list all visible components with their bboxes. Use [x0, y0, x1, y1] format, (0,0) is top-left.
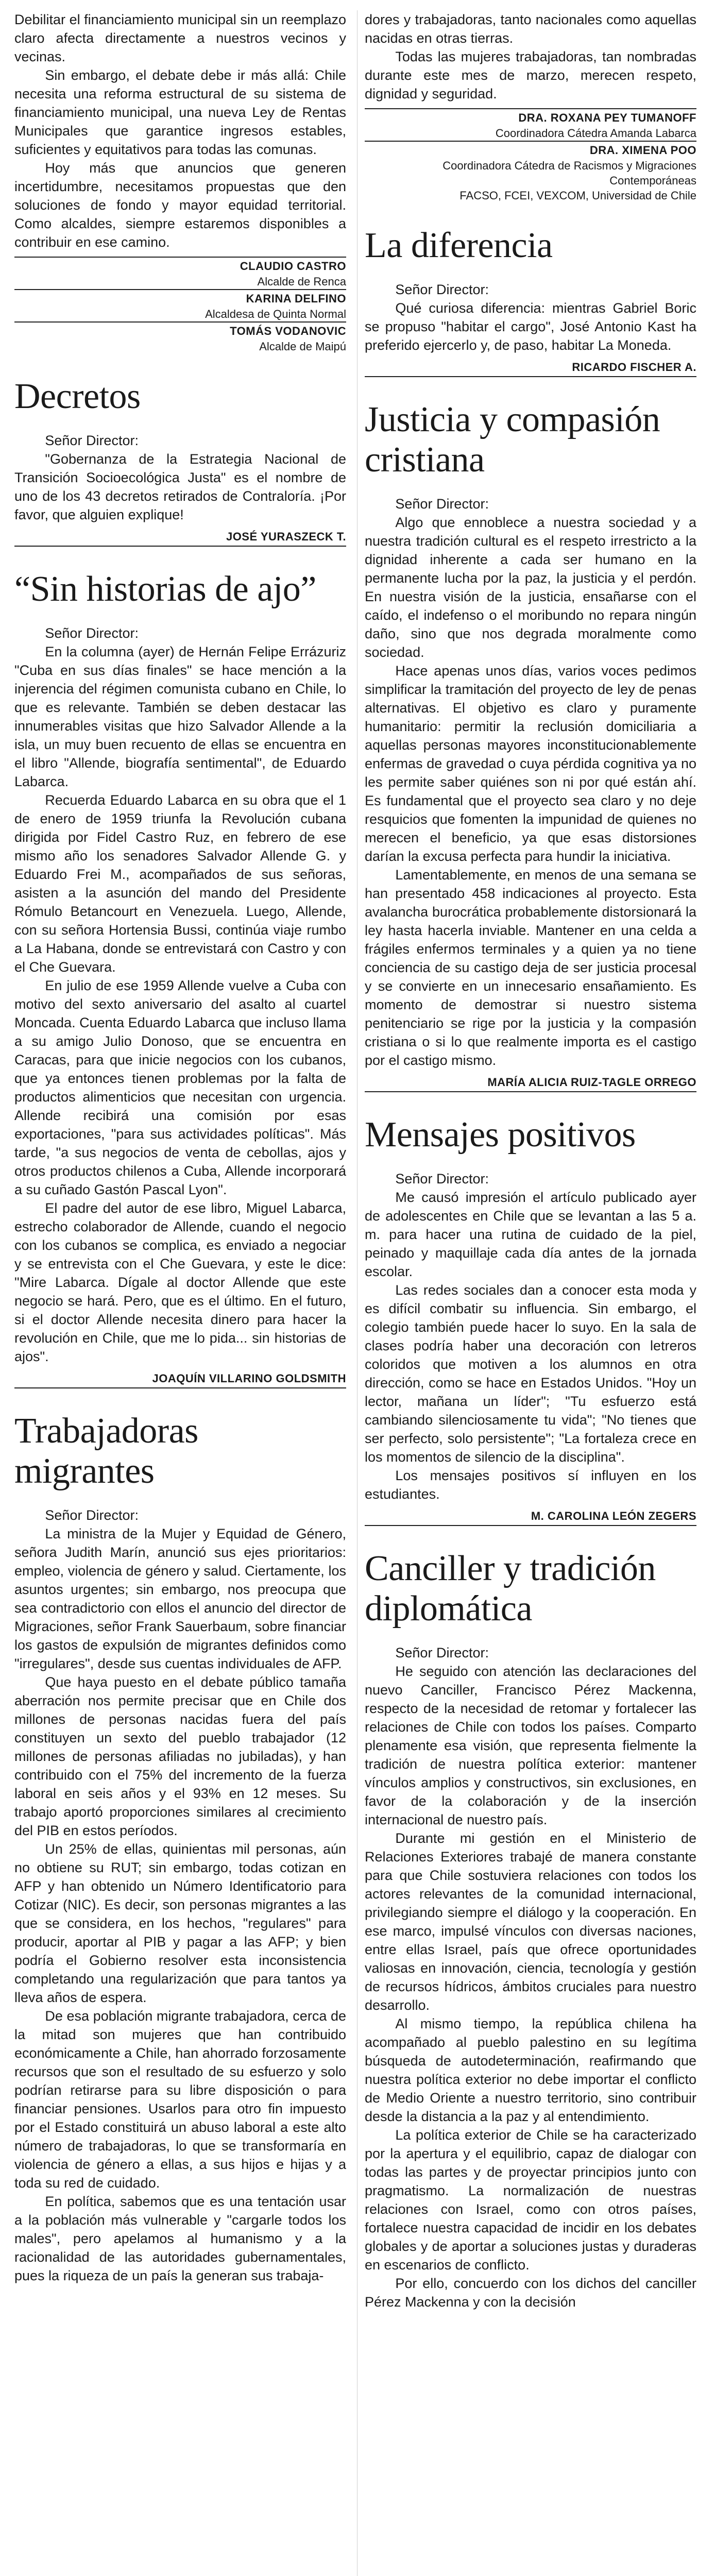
letter-paragraph: En política, sabemos que es una tentación usar a la población más vulnerable y "cargarle todos los males", pero apelamos al humanismo y a la racionalidad de las autoridades gubernamentales, pues la riqueza de un país la generan sus trabaja- [14, 2194, 346, 2283]
right-column [365, 10, 696, 2576]
letter-paragraph: Durante mi gestión en el Ministerio de Relaciones Exteriores trabajé de manera constante para que Chile sostuviera relaciones con todos los actores relevantes de la comunidad internacional, privilegiando siempre el diálogo y la cooperación. En ese marco, impulsé vínculos con diversas naciones, entre ellas Israel, país que ofrece oportunidades valiosas en innovación, ciencia, tecnología y gestión de recursos hídricos, ámbitos cruciales para nuestro desarrollo. [365, 1831, 696, 2013]
signature-block [14, 257, 346, 354]
letter-headline: “Sin historias de ajo” [14, 569, 316, 609]
letter-paragraph: Me causó impresión el artículo publicado ayer de adolescentes en Chile que se levantan a las 5 a. m. para hacer una rutina de cuidado de la piel, peinado y maquillaje cada día antes de la jornada escolar. [365, 1190, 696, 1279]
letter-headline: Trabajadoras migrantes [14, 1411, 198, 1491]
letter-paragraph: Qué curiosa diferencia: mientras Gabriel Boric se propuso "habitar el cargo", José Antonio Kast ha preferido ejercerlo y, de paso, habitar La Moneda. [365, 300, 696, 353]
letter-paragraph: Recuerda Eduardo Labarca en su obra que el 1 de enero de 1959 triunfa la Revolución cubana dirigida por Fidel Castro Ruz, en febrero de ese mismo año los senadores Salvador Allende G. y Eduardo Frei M., acompañados de sus señoras, asisten a la asunción del mando del Presidente Rómulo Betancourt en Venezuela. Luego, Allende, con su señora Hortensia Bussi, continúa viaje rumbo a La Habana, donde se entrevistará con Castro y con el Che Guevara. [14, 792, 346, 975]
signature-role: Coordinadora Cátedra de Racismos y Migraciones Contemporáneas [442, 159, 696, 187]
signature-name: DRA. ROXANA PEY TUMANOFF [365, 108, 696, 126]
letter-sin-historias-de-ajo [14, 569, 346, 1388]
signature-role: Alcalde de Maipú [259, 340, 346, 353]
letter-headline: Justicia y compasión cristiana [365, 400, 660, 480]
letter-paragraph: Un 25% de ellas, quinientas mil personas, aún no obtiene su RUT; sin embargo, todas cotizan en AFP y han obtenido un Número Identificatorio para Cotizar (NIC). Es decir, son personas migrantes a las que se considera, en los hechos, "regulares" para producir, aportar al PIB y pagar a las AFP; y bien podría el Gobierno resolver esta inconsistencia completando una regularización que para tantos ya lleva años de espera. [14, 1841, 346, 2005]
letter-paragraph: La política exterior de Chile se ha caracterizado por la apertura y el equilibrio, capaz de dialogar con todas las partes y de proyectar principios junto con pragmatismo. La normalización de nuestras relaciones con Israel, como con otros países, fortalece nuestra capacidad de incidir en los debates globales y de aportar a soluciones justas y duraderas en escenarios de conflicto. [365, 2127, 696, 2273]
letter-paragraph: De esa población migrante trabajadora, cerca de la mitad son mujeres que han contribuido económicamente a Chile, han ahorrado forzosamente recursos que son el resultado de su esfuerzo y solo podrían retirarse para su libre disposición o para financiar pensiones. Usarlos para otro fin impuesto por el Estado constituirá un abuso laboral a este alto número de trabajadoras, lo que se transformaría en violencia de género a ellas, a sus hijos e hijas y a toda su red de cuidado. [14, 2008, 346, 2191]
signature-role: Alcalde de Renca [257, 275, 346, 288]
letter-headline: La diferencia [365, 226, 553, 265]
letter-justicia-compasion [365, 400, 696, 1092]
letter-paragraph: Debilitar el financiamiento municipal sin un reemplazo claro afecta directamente a nuestros vecinos y vecinas. [14, 12, 346, 64]
signature-name: JOSÉ YURASZECK T. [14, 529, 346, 547]
letter-paragraph: dores y trabajadoras, tanto nacionales como aquellas nacidas en otras tierras. [365, 12, 696, 46]
column-divider [357, 10, 358, 2576]
letter-paragraph: Las redes sociales dan a conocer esta moda y es difícil combatir su influencia. Sin embargo, el colegio también puede hacer lo suyo. En la sala de clases podría haber una decoración con letreros coloridos que motiven a los alumnos en otra dirección, como se hace en Estados Unidos. "Hoy un lector, mañana un líder"; "Tu esfuerzo está cambiando silenciosamente tu vida"; "No tienes que ser perfecto, solo persistente"; "La fortaleza crece en los momentos de silencio de la disciplina". [365, 1282, 696, 1465]
letter-paragraph: Hace apenas unos días, varios voces pedimos simplificar la tramitación del proyecto de ley de penas alternativas. El objetivo es claro y puramente humanitario: permitir la reclusión domiciliaria a aquellas personas mayores inconstitucionablemente enfermas de gravedad o cuya pérdida cognitiva ya no les permite saber quiénes son ni por qué están ahí. Es fundamental que el proyecto sea claro y no deje resquicios que fomenten la impunidad de quienes no merecen el beneficio, ya que esas distorsiones darían la excusa perfecta para hundir la iniciativa. [365, 663, 696, 864]
letter-trabajadoras-continuation [365, 10, 696, 203]
letter-decretos [14, 377, 346, 547]
letter-paragraph: El padre del autor de ese libro, Miguel Labarca, estrecho colaborador de Allende, cuando el negocio con los cubanos se complica, es enviado a negociar y se entrevista con el Che Guevara, y este le dice: "Mire Labarca. Dígale al doctor Allende que este negocio se hará. Pero, que es el último. En el futuro, si el doctor Allende necesita dinero para hacer la revolución en Chile, que me lo pida... sin historias de ajos". [14, 1200, 346, 1364]
letter-mensajes-positivos [365, 1115, 696, 1526]
signature-block [365, 108, 696, 203]
letter-paragraph: Todas las mujeres trabajadoras, tan nombradas durante este mes de marzo, merecen respeto, dignidad y seguridad. [365, 49, 696, 101]
letter-paragraph: Sin embargo, el debate debe ir más allá: Chile necesita una reforma estructural de su sistema de financiamiento municipal, una nueva Ley de Rentas Municipales que garantice ingresos estables, suficientes y equitativos para todas las comunas. [14, 67, 346, 157]
letter-trabajadoras-migrantes [14, 1411, 346, 2285]
letter-greeting: Señor Director: [45, 433, 139, 448]
letter-paragraph: Lamentablemente, en menos de una semana se han presentado 458 indicaciones al proyecto. Esta avalancha burocrática probablemente distorsionará la ley hasta hacerla inviable. Mantener en una celda a frágiles enfermos terminales y a quien ya no tiene conciencia de su castigo deja de ser justicia procesal y se convierte en un innecesario ensañamiento. Es momento de demostrar si nuestro sistema penitenciario se rige por la justicia y la compasión cristiana o si lo que realmente importa es el castigo por el castigo mismo. [365, 867, 696, 1068]
letter-greeting: Señor Director: [395, 1171, 489, 1187]
letter-paragraph: Por ello, concuerdo con los dichos del canciller Pérez Mackenna y con la decisión [365, 2276, 696, 2310]
letter-headline: Mensajes positivos [365, 1115, 636, 1155]
letter-paragraph: En julio de ese 1959 Allende vuelve a Cuba con motivo del sexto aniversario del asalto al cuartel Moncada. Cuenta Eduardo Labarca que incluso llama a su amigo Julio Donoso, que se encuentra en Caracas, para que inicie negocios con los cubanos, que ya entonces tienen problemas por la falta de productos alimenticios que necesitan con urgencia. Allende recibirá una comisión por esas exportaciones, "para sus actividades políticas". Más tarde, "a sus negocios de venta de cebollas, ajos y otros productos chilenos a Cuba, Allende incorporará a su cuñado Gastón Pascal Lyon". [14, 978, 346, 1197]
signature-name: RICARDO FISCHER A. [365, 360, 696, 377]
letter-municipal-financing [14, 10, 346, 354]
letter-paragraph: "Gobernanza de la Estrategia Nacional de Transición Socioecológica Justa" es el nombre de uno de los 43 decretos retirados de Contraloría. ¡Por favor, que alguien explique! [14, 451, 346, 522]
letter-greeting: Señor Director: [395, 496, 489, 512]
signature-name: M. CAROLINA LEÓN ZEGERS [365, 1509, 696, 1526]
letter-paragraph: La ministra de la Mujer y Equidad de Género, señora Judith Marín, anunció sus ejes prioritarios: empleo, violencia de género y salud. Ciertamente, los asuntos urgentes; sin embargo, nos preocupa que sea contradictorio con ellos el anuncio del director de Migraciones, señor Frank Sauerbaum, sobre financiar los gastos de expulsión de migrantes definidos como "irregulares", desde sus cuentas individuales de AFP. [14, 1526, 346, 1671]
letter-canciller-tradicion [365, 1549, 696, 2311]
letter-paragraph: Los mensajes positivos sí influyen en los estudiantes. [365, 1468, 696, 1502]
letter-greeting: Señor Director: [395, 1645, 489, 1660]
letter-headline: Canciller y tradición diplomática [365, 1549, 656, 1629]
left-column [14, 10, 346, 2576]
signature-name: JOAQUÍN VILLARINO GOLDSMITH [14, 1371, 346, 1388]
letter-paragraph: En la columna (ayer) de Hernán Felipe Errázuriz "Cuba en sus días finales" se hace mención a la injerencia del régimen comunista cubano en Chile, lo que es relevante. También se deben destacar las innumerables visitas que hizo Salvador Allende a la isla, un muy buen recuento de ellas se encuentra en el libro "Allende, biografía sentimental", de Eduardo Labarca. [14, 644, 346, 789]
signature-affiliation: FACSO, FCEI, VEXCOM, Universidad de Chile [459, 189, 696, 202]
letter-greeting: Señor Director: [395, 282, 489, 297]
signature-name: MARÍA ALICIA RUIZ-TAGLE ORREGO [365, 1075, 696, 1092]
letter-paragraph: Al mismo tiempo, la república chilena ha acompañado al pueblo palestino en su legítima búsqueda de autodeterminación, reafirmando que nuestra política exterior no debe importar el conflicto de Medio Oriente a nuestro territorio, sino contribuir desde la distancia a la paz y al entendimiento. [365, 2016, 696, 2124]
letter-paragraph: Algo que ennoblece a nuestra sociedad y a nuestra tradición cultural es el respeto irrestricto a la dignidad inherente a cada ser humano en la permanente lucha por la paz, la justicia y el perdón. En nuestra visión de la justicia, ensañarse con el caído, el indefenso o el moribundo no repara ningún daño, sino que nos degrada moralmente como sociedad. [365, 515, 696, 660]
signature-name: KARINA DELFINO [14, 289, 346, 307]
letter-greeting: Señor Director: [45, 1507, 139, 1523]
letter-paragraph: He seguido con atención las declaraciones del nuevo Canciller, Francisco Pérez Mackenna, respecto de la necesidad de retomar y fortalecer las relaciones de Chile con todos los países. Comparto plenamente esa visión, que representa fielmente la tradición de nuestra política exterior: mantener vínculos amplios y constructivos, sin exclusiones, en favor de la colaboración y de la inserción internacional de nuestro país. [365, 1664, 696, 1827]
letter-headline: Decretos [14, 377, 141, 416]
letter-greeting: Señor Director: [45, 625, 139, 641]
signature-role: Alcaldesa de Quinta Normal [205, 308, 346, 320]
letter-paragraph: Que haya puesto en el debate público tamaña aberración nos permite precisar que en Chile dos millones de personas nacidas fuera del país constituyen un sexto del pueblo trabajador (12 millones de personas afiliadas no jubiladas), y han contribuido con el 75% del incremento de la fuerza laboral en seis años y el 93% en 12 meses. Su trabajo aportó proporciones similares al crecimiento del PIB en estos períodos. [14, 1674, 346, 1838]
signature-name: DRA. XIMENA POO [365, 141, 696, 158]
signature-role: Coordinadora Cátedra Amanda Labarca [495, 127, 696, 140]
signature-name: TOMÁS VODANOVIC [14, 321, 346, 339]
letter-paragraph: Hoy más que anuncios que generen incertidumbre, necesitamos propuestas que den soluciones de fondo y mayor equidad territorial. Como alcaldes, siempre estaremos disponibles a contribuir en ese camino. [14, 160, 346, 250]
signature-name: CLAUDIO CASTRO [14, 257, 346, 274]
letter-la-diferencia [365, 226, 696, 377]
